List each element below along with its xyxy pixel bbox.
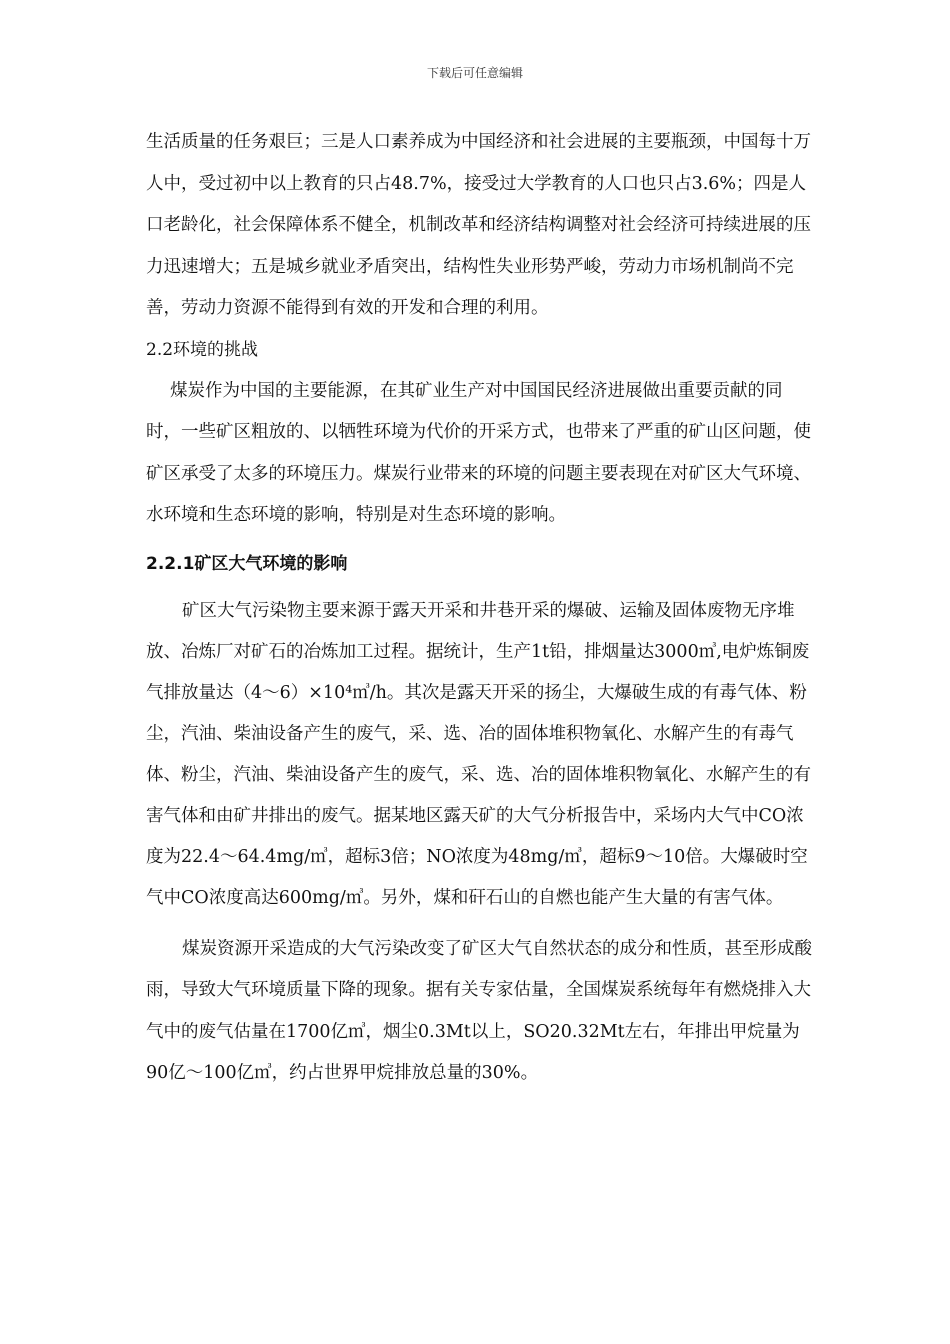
paragraph-environment: 煤炭作为中国的主要能源，在其矿业生产对中国国民经济进展做出重要贡献的同时，一些矿区粗放的、以牺牲环境为代价的开采方式，也带来了严重的矿山区问题，使矿区承受了太多的环境压力。煤炭行业带来的环境的问题主要表现在对矿区大气环境、水环境和生态环境的影响，特别是对生态环境的影响。 xyxy=(146,380,811,525)
paragraph-population: 生活质量的任务艰巨；三是人口素养成为中国经济和社会进展的主要瓶颈，中国每十万人中，受过初中以上教育的只占48.7%，接受过大学教育的人口也只占3.6%；四是人口老龄化，社会保障体系不健全，机制改革和经济结构调整对社会经济可持续进展的压力迅速增大；五是城乡就业矛盾突出，结构性失业形势严峻，劳动力市场机制尚不完善，劳动力资源不能得到有效的开发和合理的利用。 xyxy=(146,132,811,318)
document-body xyxy=(146,122,814,1095)
paragraph-air-pollution-effects: 煤炭资源开采造成的大气污染改变了矿区大气自然状态的成分和性质，甚至形成酸雨，导致大气环境质量下降的现象。据有关专家估量，全国煤炭系统每年有燃烧排入大气中的废气估量在1700亿㎥，烟尘0.3Mt以上，SO20.32Mt左右，年排出甲烷量为90亿～100亿㎥，约占世界甲烷排放总量的30%。 xyxy=(146,938,812,1083)
page-header: 下载后可任意编辑 xyxy=(426,66,523,80)
section-heading-2-2-1: 2.2.1矿区大气环境的影响 xyxy=(146,553,348,574)
section-heading-2-2: 2.2环境的挑战 xyxy=(146,339,259,360)
paragraph-air-pollution-sources: 矿区大气污染物主要来源于露天开采和井巷开采的爆破、运输及固体废物无序堆放、冶炼厂对矿石的冶炼加工过程。据统计，生产1t铅，排烟量达3000㎥,电炉炼铜废气排放量达（4～6）×10⁴㎥/h。其次是露天开采的扬尘，大爆破生成的有毒气体、粉尘，汽油、柴油设备产生的废气，采、选、冶的固体堆积物氧化、水解产生的有毒气体、粉尘，汽油、柴油设备产生的废气，采、选、冶的固体堆积物氧化、水解产生的有害气体和由矿井排出的废气。据某地区露天矿的大气分析报告中，采场内大气中CO浓度为22.4～64.4mg/㎥，超标3倍；NO浓度为48mg/㎥，超标9～10倍。大爆破时空气中CO浓度高达600mg/㎥。另外，煤和矸石山的自燃也能产生大量的有害气体。 xyxy=(146,600,811,908)
